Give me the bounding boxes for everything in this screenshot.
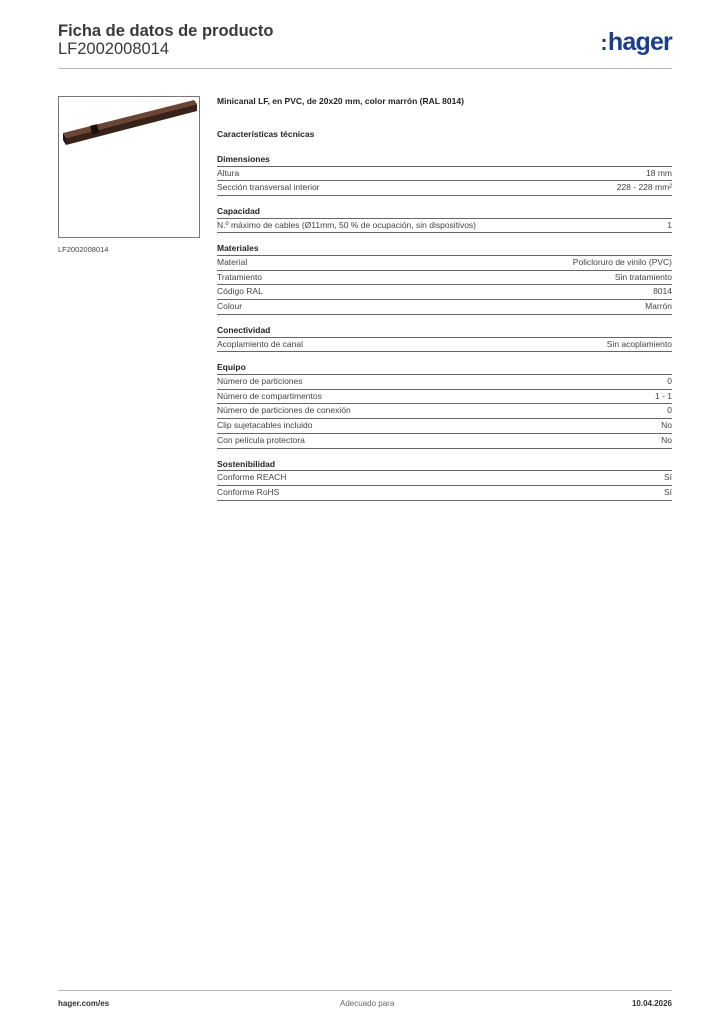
spec-row: [217, 167, 672, 182]
logo-text: hager: [607, 28, 672, 56]
spec-label: Conforme RoHS: [217, 487, 280, 498]
page-header: [58, 20, 672, 68]
spec-value: 0: [667, 405, 672, 416]
spec-row: [217, 419, 672, 434]
hager-logo: [600, 28, 672, 57]
section-title: Capacidad: [217, 205, 672, 219]
spec-label: Sección transversal interior: [217, 182, 320, 193]
footer-date: 10.04.2026: [631, 999, 672, 1008]
section-title: Sostenibilidad: [217, 458, 672, 472]
spec-row: [217, 181, 672, 196]
product-code: LF2002008014: [58, 40, 170, 58]
spec-label: Material: [217, 256, 248, 267]
footer-suitable-for: Adecuado para: [340, 999, 395, 1008]
spec-label: N.º máximo de cables (Ø11mm, 50 % de ocupación, sin dispositivos): [217, 219, 477, 230]
section-title: Conectividad: [217, 324, 672, 338]
section-title: Materiales: [217, 242, 672, 256]
section-title: Equipo: [217, 361, 672, 375]
spec-row: [217, 486, 672, 501]
spec-value: No: [661, 435, 672, 446]
spec-section: [217, 205, 672, 233]
page-footer: [58, 990, 672, 1008]
spec-label: Colour: [217, 301, 243, 312]
spec-section: [217, 361, 672, 448]
document-title: Ficha de datos de producto: [58, 22, 274, 40]
spec-value: 228 - 228 mm²: [616, 182, 672, 193]
spec-label: Tratamiento: [217, 271, 263, 282]
spec-row: [217, 256, 672, 271]
spec-label: Conforme REACH: [217, 472, 287, 483]
spec-section: [217, 458, 672, 501]
spec-row: [217, 375, 672, 390]
spec-value: 1: [667, 219, 672, 230]
spec-row: [217, 285, 672, 300]
spec-value: 0: [667, 375, 672, 386]
product-details: [217, 96, 672, 510]
spec-row: [217, 219, 672, 234]
spec-label: Con película protectora: [217, 435, 305, 446]
spec-sections: [217, 153, 672, 501]
header-divider: [58, 68, 672, 69]
spec-value: Sin acoplamiento: [606, 338, 672, 349]
spec-label: Número de particiones: [217, 375, 303, 386]
spec-row: [217, 390, 672, 405]
spec-row: [217, 434, 672, 449]
technical-characteristics-heading: Características técnicas: [217, 129, 315, 139]
spec-row: [217, 338, 672, 353]
spec-label: Número de compartimentos: [217, 390, 322, 401]
spec-section: [217, 242, 672, 315]
spec-value: Marrón: [645, 301, 672, 312]
spec-value: No: [661, 420, 672, 431]
image-caption: LF2002008014: [58, 245, 109, 254]
section-title: Dimensiones: [217, 153, 672, 167]
spec-row: [217, 404, 672, 419]
cable-trunking-image: [59, 97, 199, 237]
spec-value: Policloruro de vinilo (PVC): [572, 256, 672, 267]
spec-section: [217, 324, 672, 352]
footer-website: hager.com/es: [58, 999, 110, 1008]
spec-label: Número de particiones de conexión: [217, 405, 351, 416]
spec-value: 1 - 1: [654, 390, 672, 401]
spec-row: [217, 471, 672, 486]
spec-label: Altura: [217, 167, 240, 178]
spec-label: Clip sujetacables incluido: [217, 420, 313, 431]
spec-label: Código RAL: [217, 286, 263, 297]
spec-value: 8014: [653, 286, 672, 297]
spec-section: [217, 153, 672, 196]
spec-value: Sí: [663, 472, 672, 483]
spec-row: [217, 271, 672, 286]
spec-label: Acoplamiento de canal: [217, 338, 304, 349]
spec-value: Sí: [663, 487, 672, 498]
spec-value: Sin tratamiento: [614, 271, 672, 282]
product-image: [58, 96, 200, 238]
logo-dots-icon: :: [600, 30, 607, 55]
product-description: Minicanal LF, en PVC, de 20x20 mm, color marrón (RAL 8014): [217, 96, 464, 106]
spec-value: 18 mm: [646, 167, 672, 178]
spec-row: [217, 300, 672, 315]
